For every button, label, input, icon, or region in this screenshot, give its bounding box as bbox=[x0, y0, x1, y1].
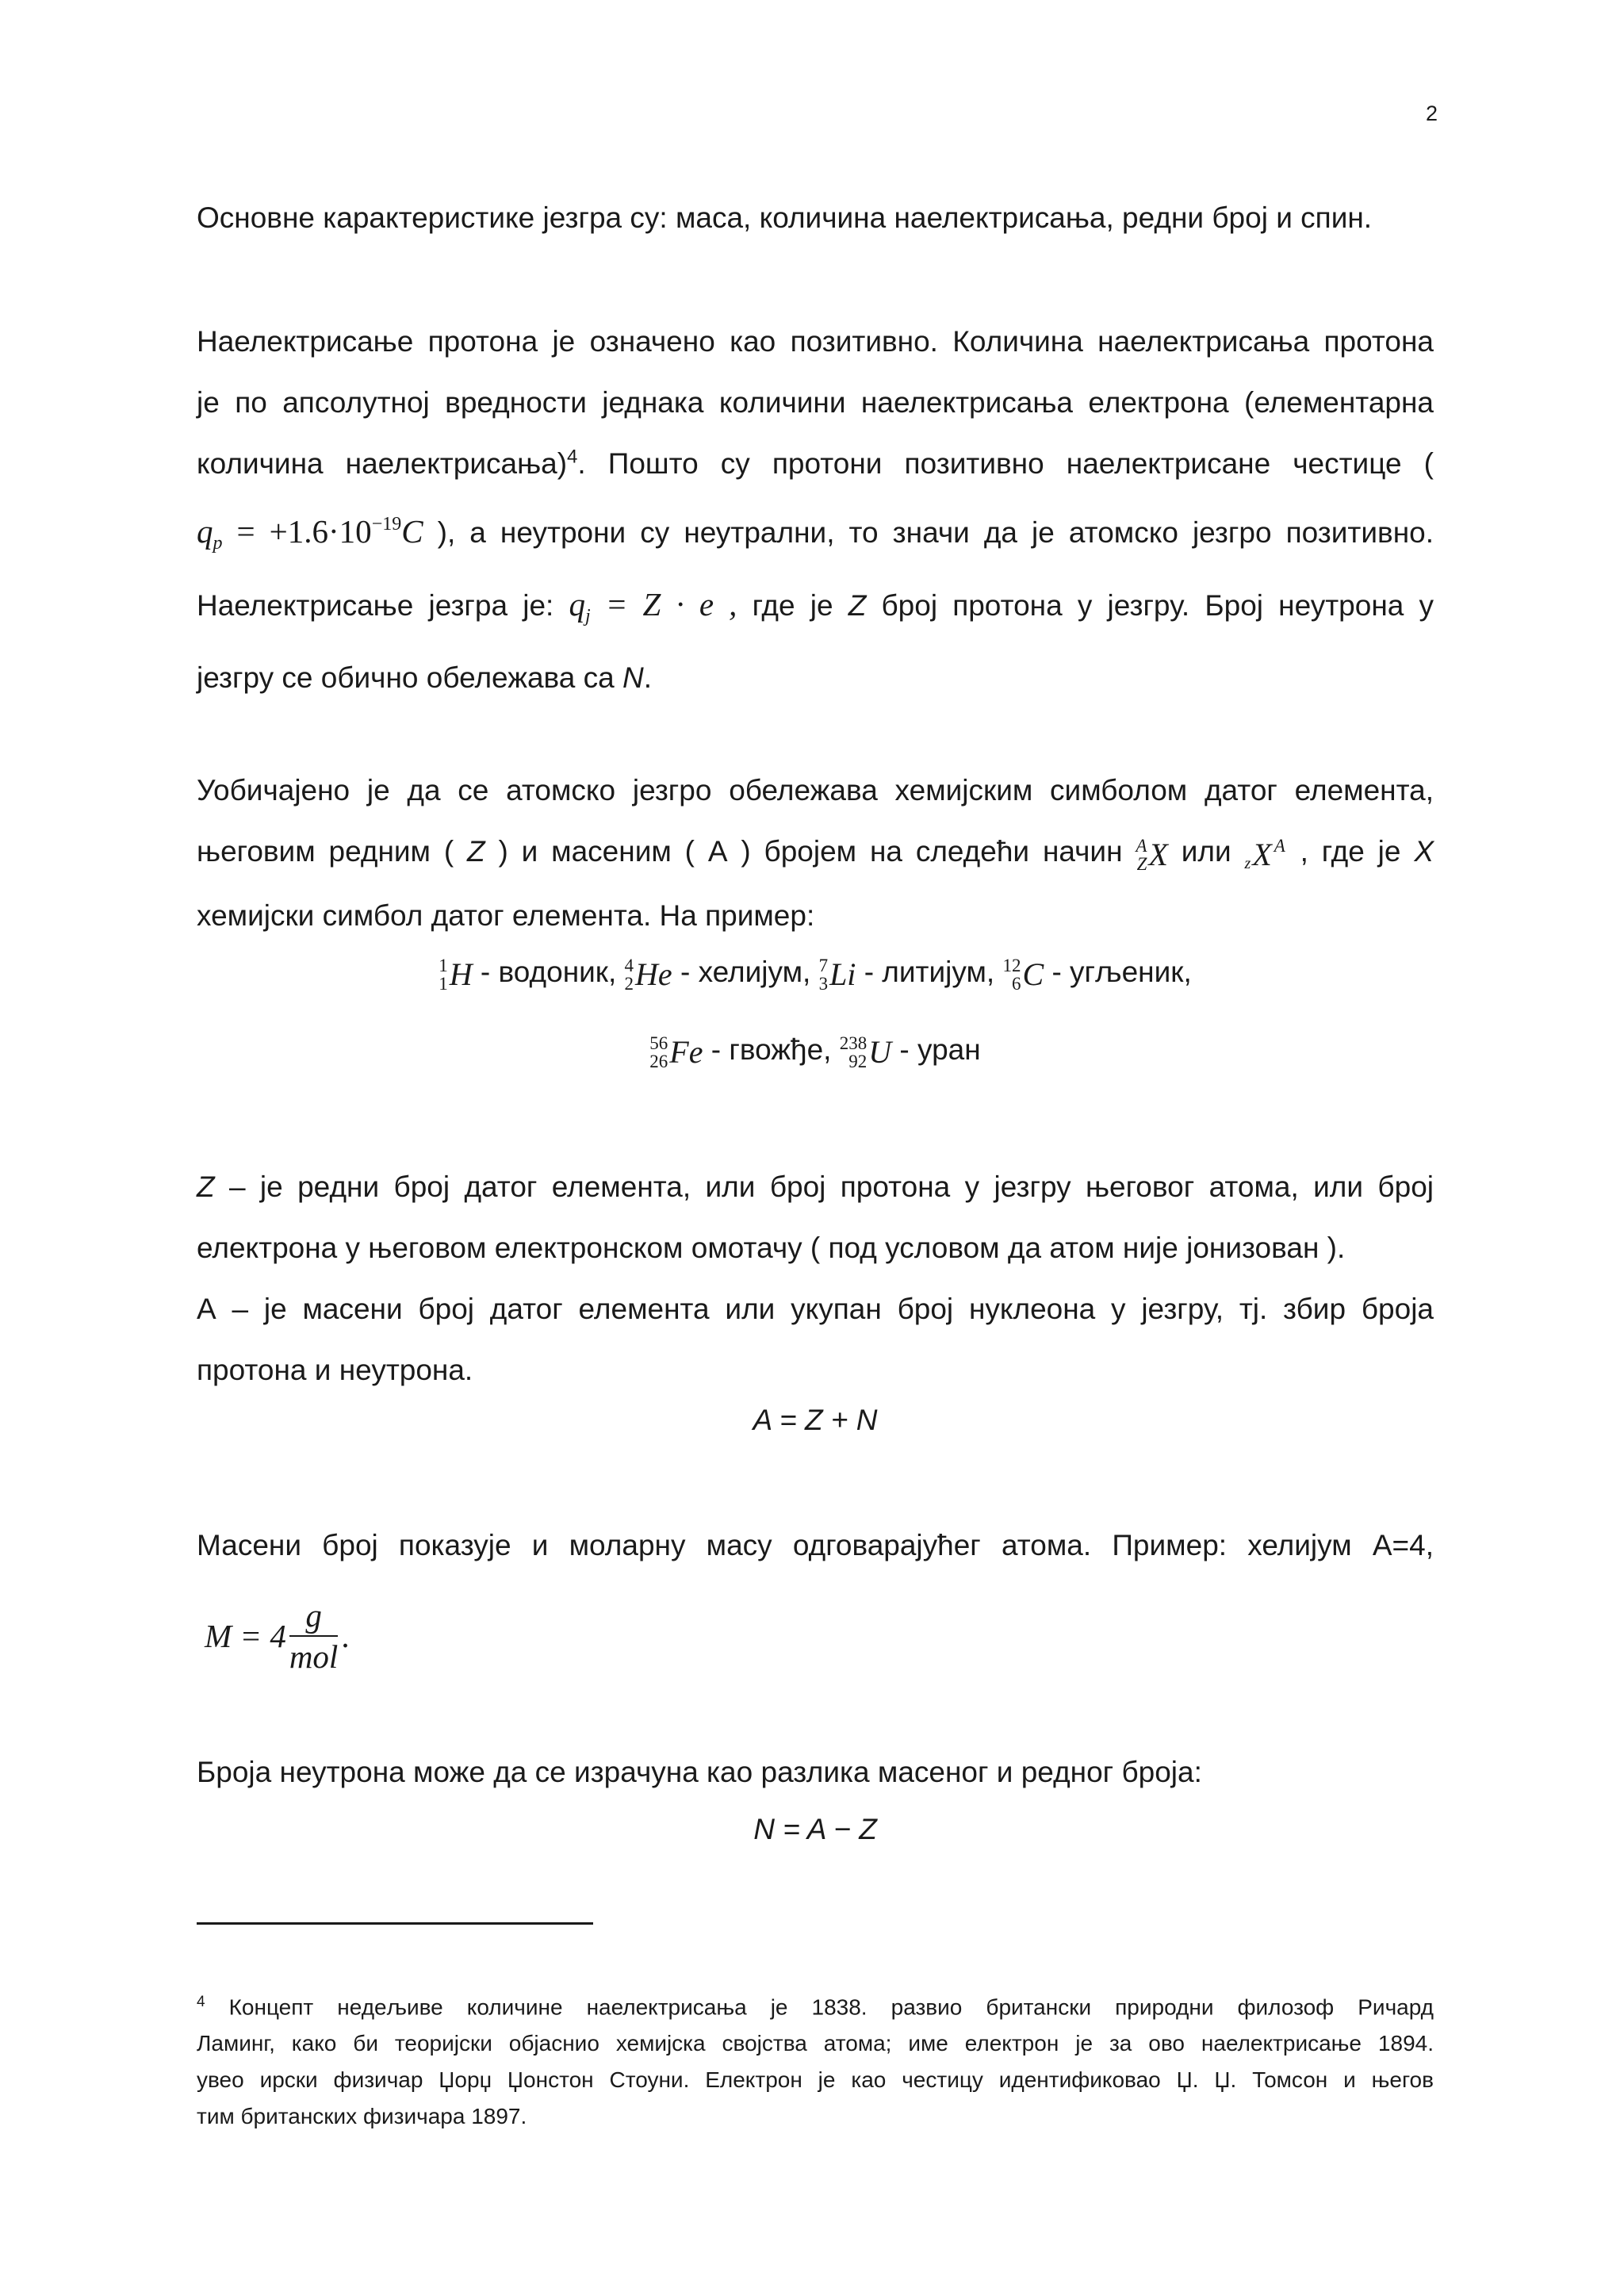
isotope-u: 238 92 U - уран bbox=[839, 1033, 981, 1071]
notation-right-index: z X A bbox=[1244, 835, 1285, 873]
paragraph-nucleus-characteristics: Основне карактеристике језгра су: маса, количина наелектрисања, редни број и спин. bbox=[197, 201, 1373, 234]
p3-line3: хемијски симбол датог елемента. На пример: bbox=[197, 899, 815, 933]
page-number: 2 bbox=[1426, 102, 1438, 125]
molar-mass-formula: M = 4 $\frac{g}{\text{mol}}$ . bbox=[205, 1597, 350, 1675]
footnote-number: 4 bbox=[197, 1994, 205, 2010]
p2-line4: $q_p = +1.6\cdot 10^{-19}C$ ), а неутрони су неутрални, то значи да је атомско језгро позитивно. bbox=[197, 513, 1434, 554]
footnote-reference[interactable]: 4 bbox=[567, 446, 578, 468]
isotope-examples-row-2 bbox=[197, 1033, 1434, 1071]
p4-line3: А – је масени број датог елемента или укупан број нуклеона у језгру, тј. збир броја bbox=[197, 1293, 1434, 1325]
notation-left-indices: A Z X bbox=[1136, 835, 1168, 874]
p2-line3: количина наелектрисања)$^4$. Пошто су протони позитивно наелектрисане честице ( bbox=[197, 446, 1434, 480]
isotope-examples-row-1 bbox=[197, 955, 1434, 993]
paragraph-molar-mass bbox=[197, 1515, 1434, 1576]
p2-line6: језгру се обично обележава са N. bbox=[197, 661, 653, 694]
p3-line1: Уобичајено је да се атомско језгро обележава хемијским симболом датог елемента, bbox=[197, 774, 1434, 807]
p2-line2: је по апсолутној вредности једнака количини наелектрисања електрона (елементарна bbox=[197, 386, 1434, 419]
footnote: $^4$ Концепт недељиве количине наелектрисања је 1838. развио британски природни филозоф Ричард Ламинг, како би теоријски објаснио хемијска својства атома; име електрон је за ово наелектрисање 1894. увео ирски физичар Џорџ Џонстон Стоуни. Електрон је као честицу идентификовао Џ. Џ. Томсон и његов тим британских физичара 1897. bbox=[197, 1994, 1434, 2129]
paragraph-z-a-definitions bbox=[197, 1156, 1434, 1400]
p2-line5: Наелектрисање језгра је: $q_j = Z \cdot e$ , где је Z број протона у језгру. Број неутрона у bbox=[197, 586, 1434, 626]
isotope-he: 4 2 He - хелијум, bbox=[624, 955, 819, 994]
paragraph-nucleus-notation bbox=[197, 760, 1434, 946]
paragraph-neutron-number: Броја неутрона може да се израчуна као разлика масеног и редног броја: bbox=[197, 1756, 1202, 1788]
paragraph-proton-charge bbox=[197, 311, 1434, 708]
p5-line1: Масени број показује и моларну масу одговарајућег атома. Пример: хелијум А=4, bbox=[197, 1529, 1434, 1561]
isotope-li: 7 3 Li - литијум, bbox=[818, 955, 1003, 994]
footnote-separator bbox=[197, 1922, 593, 1925]
p4-line1: Z – је редни број датог елемента, или број протона у језгру његовог атома, или број bbox=[197, 1170, 1434, 1203]
equation-mass-number: A = Z + N bbox=[753, 1404, 878, 1436]
equation-neutron-number: N = A − Z bbox=[753, 1813, 877, 1845]
p2-line1: Наелектрисање протона је означено као позитивно. Количина наелектрисања протона bbox=[197, 325, 1434, 358]
p4-line4: протона и неутрона. bbox=[197, 1354, 473, 1386]
nucleus-charge-formula: $q_j = Z \cdot e$ , bbox=[569, 586, 737, 626]
isotope-c: 12 6 C - угљеник, bbox=[1002, 955, 1192, 994]
proton-charge-formula: $q_p = +1.6\cdot 10^{-19}C$ bbox=[197, 513, 423, 554]
p3-line2: његовим редним ( Z ) и масеним ( А ) бројем на следећи начин A Z X или z X A , где је X bbox=[197, 821, 1434, 885]
isotope-h: 1 1 H - водоник, bbox=[439, 955, 625, 994]
p4-line2: електрона у његовом електронском омотачу ( под условом да атом није јонизован ). bbox=[197, 1232, 1346, 1264]
isotope-fe: 56 26 Fe - гвожђе, bbox=[649, 1033, 840, 1071]
